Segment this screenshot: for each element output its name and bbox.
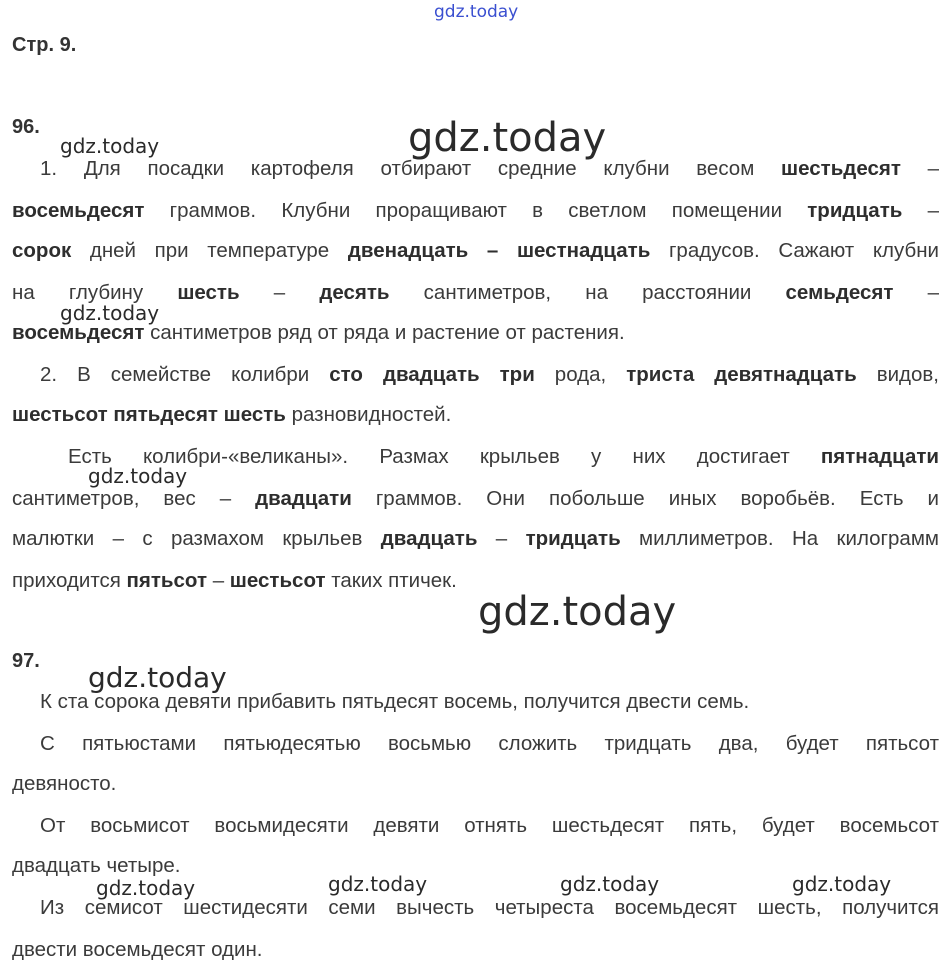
text-segment: 2. В семействе колибри bbox=[40, 363, 330, 386]
text-segment: – bbox=[477, 527, 526, 550]
watermark-large: gdz.today bbox=[478, 589, 677, 635]
text-segment: приходится bbox=[12, 569, 127, 592]
numeral-word: шестьдесят bbox=[781, 157, 901, 180]
text-segment: – bbox=[207, 569, 230, 592]
text-segment: сантиметров, на расстоянии bbox=[389, 281, 786, 304]
numeral-word: пятнадцати bbox=[820, 445, 939, 468]
numeral-word: шестьсот bbox=[229, 569, 326, 592]
text-segment: граммов. Они побольше иных воробьёв. Есть и bbox=[351, 487, 939, 510]
text-segment: – bbox=[239, 281, 320, 304]
watermark-top: gdz.today bbox=[434, 2, 519, 22]
watermark: gdz.today bbox=[560, 872, 660, 896]
text-line: К ста сорока девяти прибавить пятьдесят восемь, получится двести семь. bbox=[40, 690, 750, 713]
page-label: Стр. 9. bbox=[12, 34, 77, 56]
text-line bbox=[68, 445, 939, 469]
numeral-word: сорок bbox=[12, 239, 72, 262]
text-segment: градусов. Сажают клубни bbox=[650, 239, 939, 262]
watermark: gdz.today bbox=[792, 872, 892, 896]
text-segment: 1. Для посадки картофеля отбирают средние клубни весом bbox=[40, 157, 782, 180]
watermark: gdz.today bbox=[88, 464, 188, 488]
text-line bbox=[12, 239, 939, 263]
text-line bbox=[12, 487, 939, 511]
numeral-word: двадцати bbox=[255, 487, 352, 510]
text-segment: миллиметров. На килограмм bbox=[620, 527, 940, 550]
text-segment: таких птичек. bbox=[325, 569, 457, 592]
watermark: gdz.today bbox=[88, 661, 227, 694]
text-line: двадцать четыре. bbox=[12, 854, 181, 877]
numeral-word: двадцать bbox=[380, 527, 478, 550]
exercise-96-number: 96. bbox=[12, 116, 40, 138]
text-segment: малютки – с размахом крыльев bbox=[12, 527, 381, 550]
numeral-word: десять bbox=[319, 281, 390, 304]
text-segment: сантиметров ряд от ряда и растение от растения. bbox=[144, 321, 625, 344]
text-segment: дней при температуре bbox=[71, 239, 348, 262]
exercise-97-number: 97. bbox=[12, 650, 40, 672]
text-line bbox=[12, 403, 939, 427]
numeral-word: восемьдесят bbox=[12, 321, 145, 344]
numeral-word: семьдесят bbox=[785, 281, 894, 304]
numeral-word: пятьсот bbox=[126, 569, 207, 592]
numeral-word: шестьсот пятьдесят шесть bbox=[12, 403, 286, 426]
text-line bbox=[12, 281, 939, 305]
text-line: двести восемьдесят один. bbox=[12, 938, 263, 961]
text-segment: – bbox=[902, 199, 939, 222]
text-segment: сантиметров, вес – bbox=[12, 487, 256, 510]
text-line: Из семисот шестидесяти семи вычесть четыреста восемьдесят шесть, получится bbox=[40, 896, 939, 919]
numeral-word: восемьдесят bbox=[12, 199, 145, 222]
numeral-word: сто двадцать три bbox=[329, 363, 535, 386]
text-segment: видов, bbox=[856, 363, 939, 386]
numeral-word: тридцать bbox=[807, 199, 903, 222]
numeral-word: тридцать bbox=[525, 527, 621, 550]
text-line: девяносто. bbox=[12, 772, 117, 795]
text-segment: Есть колибри-«великаны». Размах крыльев у них достигает bbox=[68, 445, 821, 468]
text-segment: – bbox=[893, 281, 939, 304]
text-line bbox=[12, 569, 939, 593]
text-line bbox=[12, 199, 939, 223]
text-line bbox=[12, 321, 939, 345]
watermark: gdz.today bbox=[96, 876, 196, 900]
text-line: С пятьюстами пятьюдесятью восьмью сложить тридцать два, будет пятьсот bbox=[40, 732, 939, 755]
text-line bbox=[40, 363, 939, 387]
text-segment: на глубину bbox=[12, 281, 178, 304]
text-segment: – bbox=[900, 157, 939, 180]
numeral-word: триста девятнадцать bbox=[626, 363, 857, 386]
watermark: gdz.today bbox=[60, 301, 160, 325]
numeral-word: шесть bbox=[177, 281, 240, 304]
watermark: gdz.today bbox=[60, 134, 160, 158]
text-segment: граммов. Клубни проращивают в светлом помещении bbox=[144, 199, 808, 222]
text-segment: рода, bbox=[534, 363, 627, 386]
text-line bbox=[12, 527, 939, 551]
numeral-word: двенадцать – шестнадцать bbox=[347, 239, 651, 262]
text-segment: разновидностей. bbox=[285, 403, 452, 426]
watermark: gdz.today bbox=[328, 872, 428, 896]
text-line: От восьмисот восьмидесяти девяти отнять шестьдесят пять, будет восемьсот bbox=[40, 814, 939, 837]
text-line bbox=[40, 157, 939, 181]
watermark-large: gdz.today bbox=[408, 115, 607, 161]
